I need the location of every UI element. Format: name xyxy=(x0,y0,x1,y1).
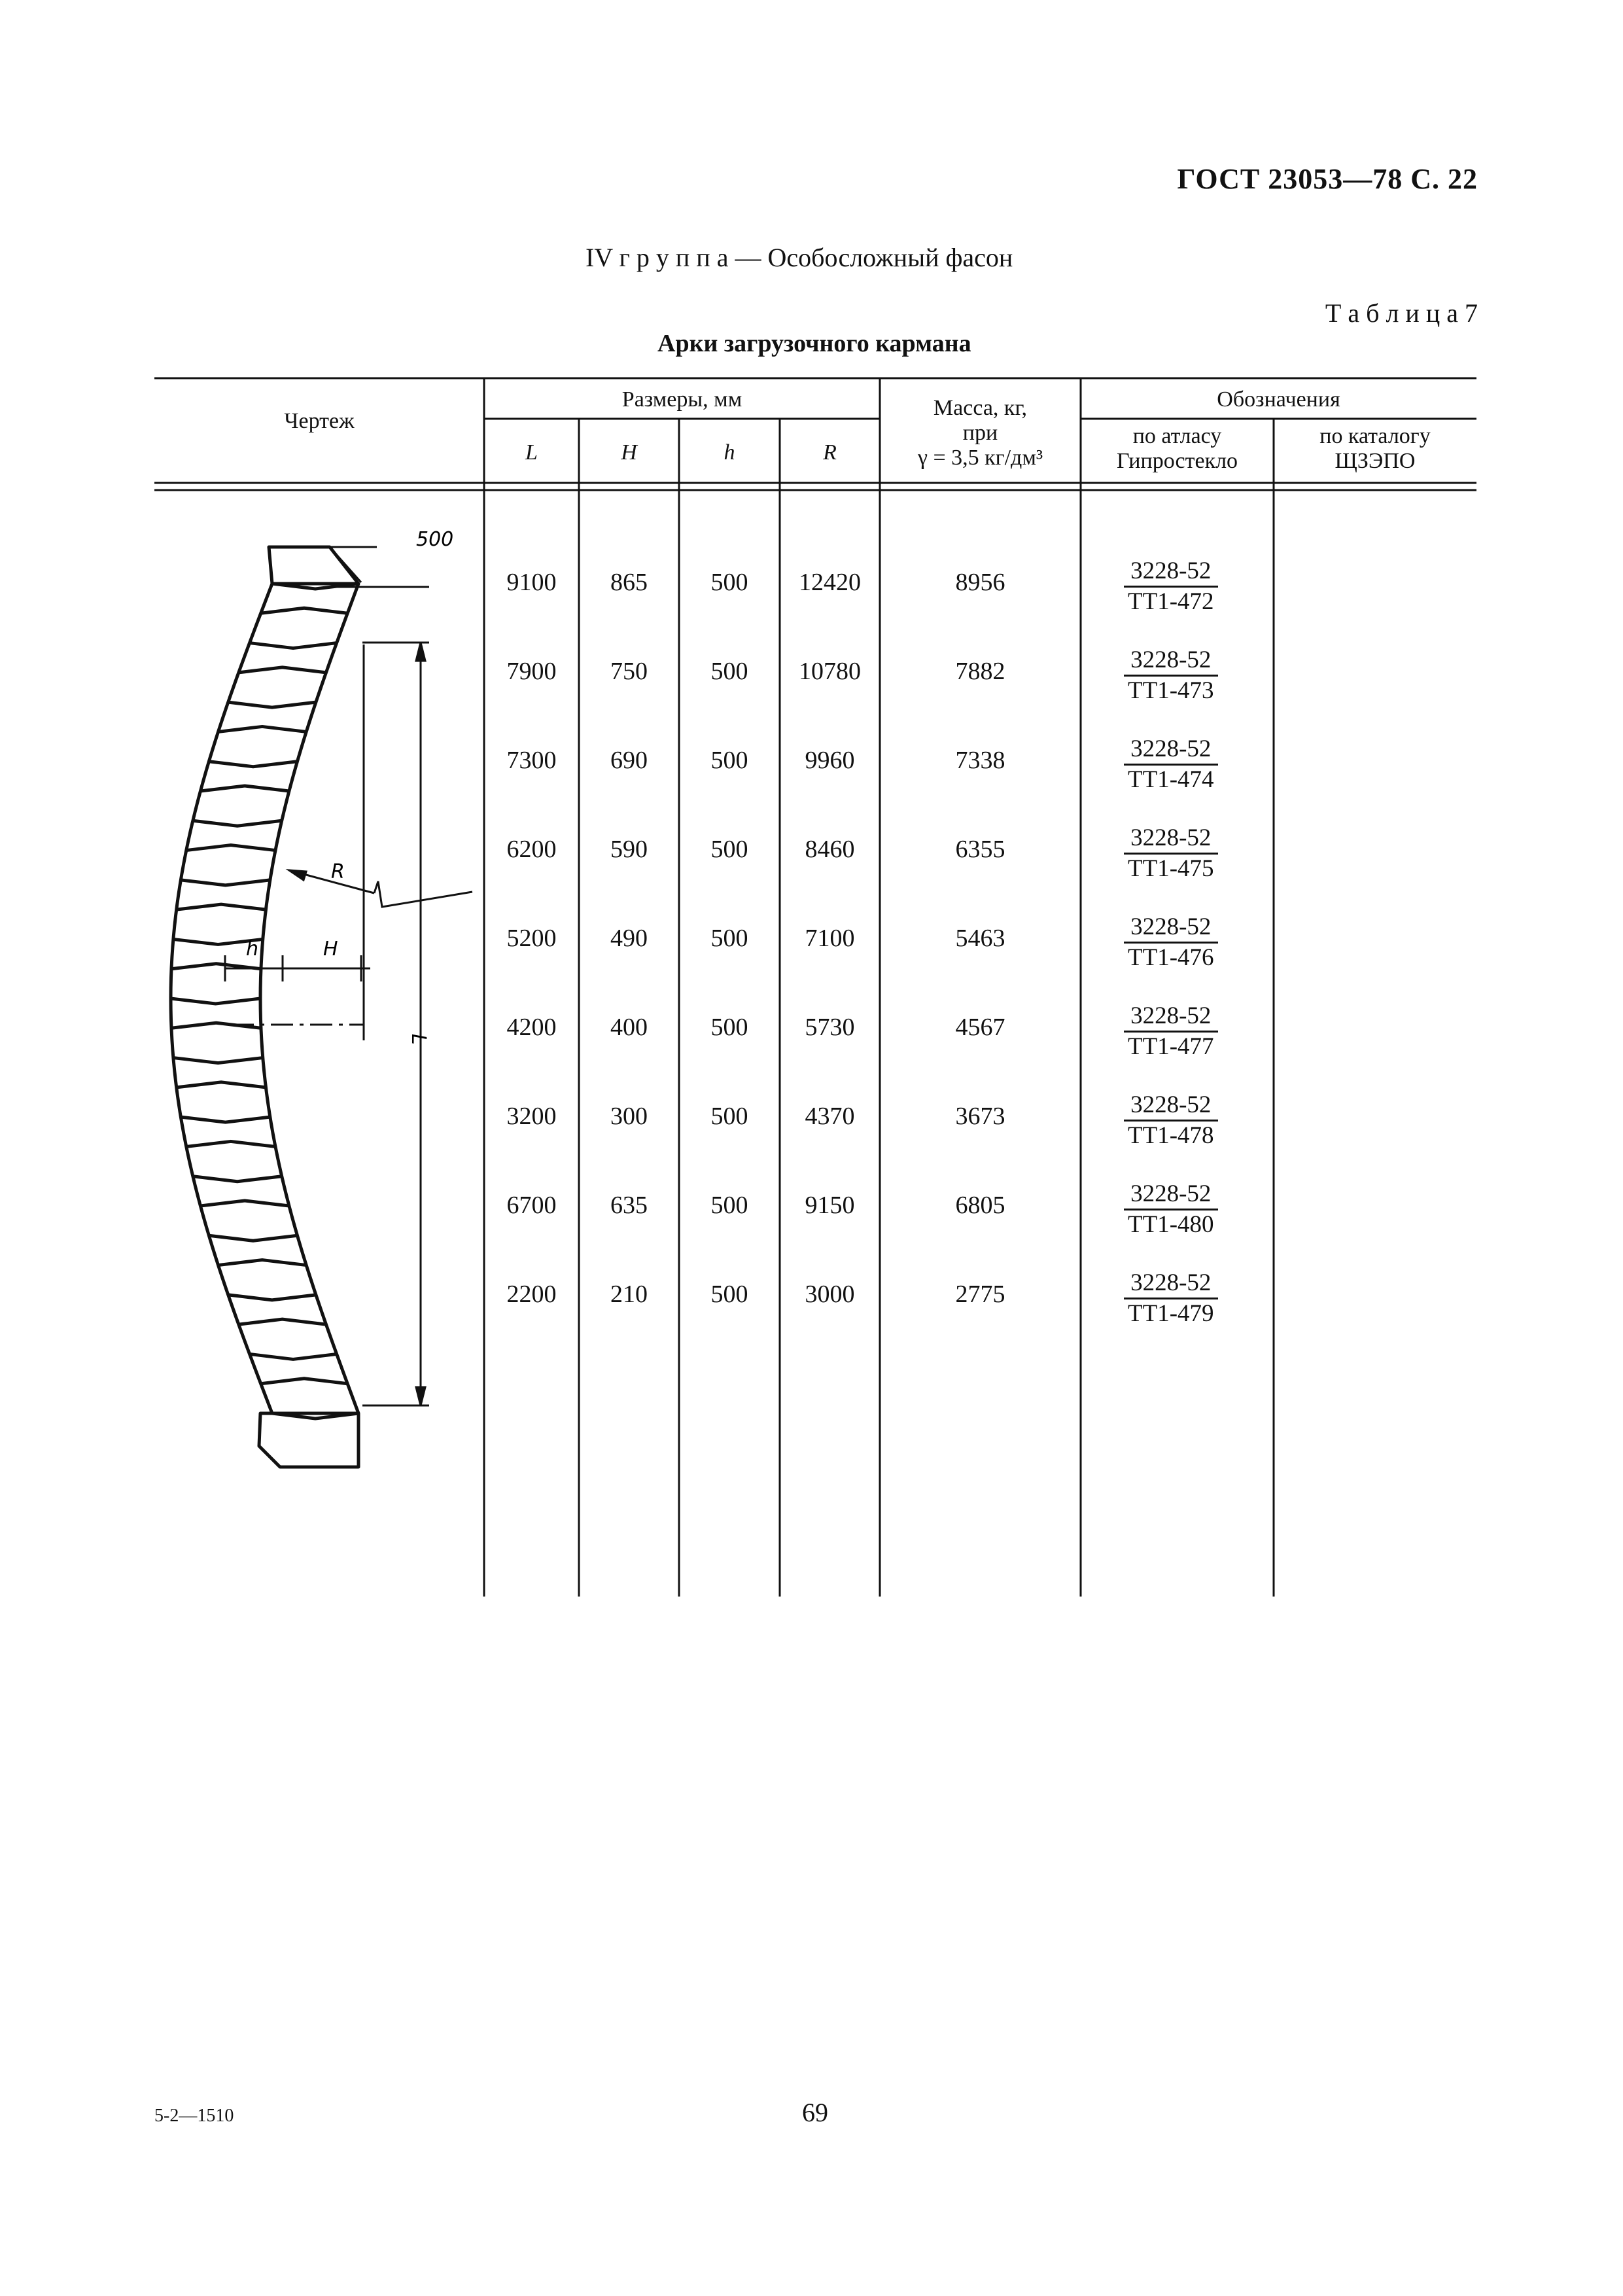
arch-block-joint xyxy=(181,880,270,885)
arch-block-joint xyxy=(177,1082,266,1087)
atlas-denominator: ТТ1-476 xyxy=(1128,944,1214,971)
cell-mass: 2775 xyxy=(955,1280,1005,1308)
column-header-R: R xyxy=(823,440,837,465)
cell-l: 4200 xyxy=(506,1014,557,1041)
arch-block-joint xyxy=(239,1319,326,1324)
arch-block-joint xyxy=(250,1354,337,1359)
cell-l: 5200 xyxy=(506,925,557,952)
cell-atlas-designation xyxy=(1124,646,1218,705)
cell-mass: 6805 xyxy=(955,1192,1005,1219)
cell-atlas-designation xyxy=(1124,1091,1218,1150)
cell-atlas-designation xyxy=(1124,1002,1218,1061)
cell-l: 6700 xyxy=(506,1192,557,1219)
drawing-label-R: R xyxy=(331,860,345,883)
column-group-designations: Обозначения xyxy=(1217,387,1340,412)
cell-atlas-designation xyxy=(1124,1269,1218,1328)
atlas-numerator: 3228-52 xyxy=(1124,1269,1218,1299)
arch-block-joint xyxy=(193,1176,282,1182)
mass-header-line3: γ = 3,5 кг/дм³ xyxy=(917,446,1043,470)
arch-block-joint xyxy=(186,1141,275,1146)
document-reference: ГОСТ 23053—78 С. 22 xyxy=(1177,163,1478,195)
drawing-label-L: L xyxy=(407,1034,430,1045)
drawing-label-width: 500 xyxy=(416,528,454,551)
arch-bottom-cap xyxy=(259,1413,358,1467)
drawing-label-H: H xyxy=(323,938,338,961)
column-group-sizes: Размеры, мм xyxy=(621,387,742,412)
arch-block-joint xyxy=(250,643,337,648)
arch-block-joint xyxy=(186,845,275,851)
atlas-numerator: 3228-52 xyxy=(1124,646,1218,677)
cell-r: 3000 xyxy=(805,1280,855,1308)
atlas-denominator: ТТ1-472 xyxy=(1128,588,1214,615)
arch-drawing xyxy=(154,517,484,1498)
arch-block-joint xyxy=(228,1295,316,1300)
mass-header-line1: Масса, кг, xyxy=(933,396,1028,420)
group-heading: IV г р у п п а — Особосложный фасон xyxy=(585,243,1013,272)
cell-h: 300 xyxy=(610,1103,648,1130)
arch-block-joint xyxy=(181,1117,270,1122)
arch-block-joint xyxy=(261,608,348,613)
column-header-drawing: Чертеж xyxy=(284,409,355,433)
cell-h: 500 xyxy=(710,925,748,952)
footer-code: 5-2—1510 xyxy=(154,2106,234,2126)
cell-l: 7900 xyxy=(506,658,557,685)
arch-block-joint xyxy=(239,667,326,673)
cell-h: 490 xyxy=(610,925,648,952)
cell-h: 590 xyxy=(610,836,648,863)
cell-r: 9150 xyxy=(805,1192,855,1219)
cell-mass: 6355 xyxy=(955,836,1005,863)
cell-h: 500 xyxy=(710,1192,748,1219)
page-number: 69 xyxy=(802,2098,828,2127)
atlas-denominator: ТТ1-477 xyxy=(1128,1033,1214,1060)
atlas-numerator: 3228-52 xyxy=(1124,913,1218,944)
cell-h: 500 xyxy=(710,658,748,685)
arch-block-joint xyxy=(228,702,316,707)
column-header-h: h xyxy=(724,440,735,465)
cell-r: 4370 xyxy=(805,1103,855,1130)
cell-atlas-designation xyxy=(1124,913,1218,972)
cell-h: 690 xyxy=(610,747,648,774)
cell-r: 8460 xyxy=(805,836,855,863)
cell-h: 400 xyxy=(610,1014,648,1041)
cell-l: 9100 xyxy=(506,569,557,596)
atlas-numerator: 3228-52 xyxy=(1124,1180,1218,1210)
arch-block-joint xyxy=(261,1379,348,1384)
cell-h: 500 xyxy=(710,747,748,774)
cell-h: 500 xyxy=(710,1280,748,1308)
cell-mass: 7338 xyxy=(955,747,1005,774)
cell-r: 12420 xyxy=(799,569,861,596)
atlas-numerator: 3228-52 xyxy=(1124,735,1218,766)
cell-l: 2200 xyxy=(506,1280,557,1308)
atlas-header-line1: по атласу xyxy=(1132,424,1222,448)
cell-mass: 5463 xyxy=(955,925,1005,952)
atlas-denominator: ТТ1-475 xyxy=(1128,855,1214,882)
cell-l: 3200 xyxy=(506,1103,557,1130)
column-header-H: H xyxy=(621,440,637,465)
atlas-denominator: ТТ1-479 xyxy=(1128,1300,1214,1327)
cell-mass: 7882 xyxy=(955,658,1005,685)
cell-mass: 4567 xyxy=(955,1014,1005,1041)
cell-r: 7100 xyxy=(805,925,855,952)
column-header-atlas xyxy=(1081,424,1274,474)
cell-atlas-designation xyxy=(1124,824,1218,883)
atlas-denominator: ТТ1-474 xyxy=(1128,766,1214,793)
cell-h: 635 xyxy=(610,1192,648,1219)
arch-block-joint xyxy=(173,1058,263,1063)
cell-h: 500 xyxy=(710,1014,748,1041)
atlas-numerator: 3228-52 xyxy=(1124,824,1218,855)
cell-r: 9960 xyxy=(805,747,855,774)
arch-block-joint xyxy=(209,762,297,767)
cell-atlas-designation xyxy=(1124,1180,1218,1239)
atlas-numerator: 3228-52 xyxy=(1124,1091,1218,1122)
cell-r: 10780 xyxy=(799,658,861,685)
catalog-header-line1: по каталогу xyxy=(1319,424,1431,448)
cell-h: 500 xyxy=(710,569,748,596)
column-header-L: L xyxy=(525,440,538,465)
cell-atlas-designation xyxy=(1124,735,1218,794)
cell-h: 865 xyxy=(610,569,648,596)
cell-h: 500 xyxy=(710,836,748,863)
cell-l: 6200 xyxy=(506,836,557,863)
atlas-denominator: ТТ1-473 xyxy=(1128,677,1214,704)
table-title: Арки загрузочного кармана xyxy=(657,330,971,357)
atlas-numerator: 3228-52 xyxy=(1124,557,1218,588)
atlas-header-line2: Гипростекло xyxy=(1116,449,1238,473)
column-header-catalog xyxy=(1274,424,1476,474)
arch-block-joint xyxy=(218,726,307,732)
cell-h: 210 xyxy=(610,1280,648,1308)
arch-block-joint xyxy=(218,1260,307,1265)
cell-h: 500 xyxy=(710,1103,748,1130)
column-header-mass xyxy=(880,396,1081,470)
cell-atlas-designation xyxy=(1124,557,1218,616)
arch-block-joint xyxy=(177,904,266,910)
cell-r: 5730 xyxy=(805,1014,855,1041)
arch-block-joint xyxy=(193,821,282,826)
drawing-label-h: h xyxy=(246,938,259,961)
atlas-denominator: ТТ1-480 xyxy=(1128,1211,1214,1238)
atlas-denominator: ТТ1-478 xyxy=(1128,1122,1214,1149)
atlas-numerator: 3228-52 xyxy=(1124,1002,1218,1033)
cell-mass: 8956 xyxy=(955,569,1005,596)
arch-block-joint xyxy=(209,1235,297,1241)
cell-l: 7300 xyxy=(506,747,557,774)
catalog-header-line2: ЩЗЭПО xyxy=(1335,449,1416,473)
cell-h: 750 xyxy=(610,658,648,685)
mass-header-line2: при xyxy=(962,421,998,445)
table-number: Т а б л и ц а 7 xyxy=(1325,298,1478,328)
arch-block-joint xyxy=(171,998,260,1004)
arch-block-joint xyxy=(200,786,289,791)
arch-block-joint xyxy=(200,1201,289,1206)
cell-mass: 3673 xyxy=(955,1103,1005,1130)
